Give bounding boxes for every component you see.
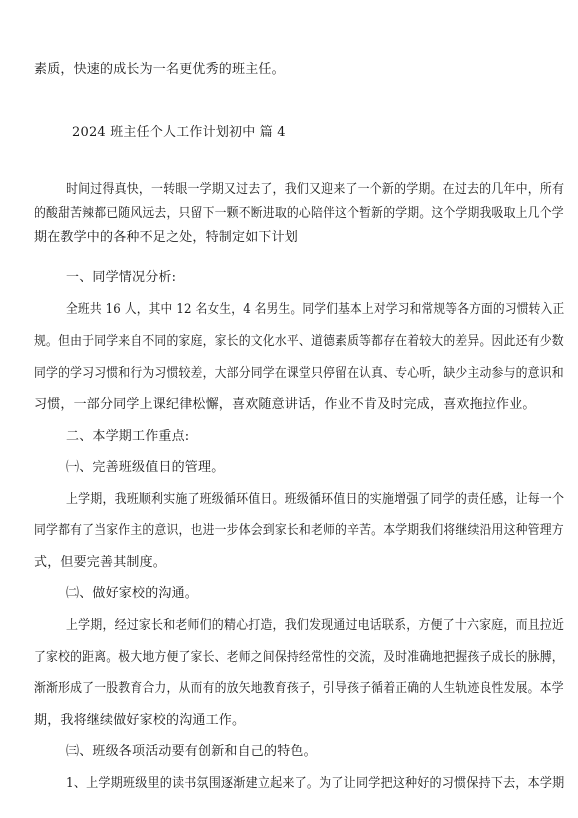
subheading-duty: ㈠、完善班级值日的管理。	[66, 460, 225, 475]
paragraph-line: 了家校的距离。极大地方便了家长、老师之间保持经常性的交流，及时准确地把握孩子成长的脉膊，	[34, 650, 564, 665]
paragraph-line: 同学都有了当家作主的意识，也进一步体会到家长和老师的辛苦。本学期我们将继续沿用这种管理方	[34, 523, 564, 538]
paragraph-line: 式，但要完善其制度。	[34, 555, 167, 570]
paragraph-line: 上学期，经过家长和老师们的精心打造，我们发现通过电话联系，方便了十六家庭，而且拉近	[66, 618, 565, 633]
paragraph-line: 1、上学期班级里的读书氛围逐渐建立起来了。为了让同学把这种好的习惯保持下去，本学期	[66, 776, 565, 791]
heading-student-analysis: 一、同学情况分析:	[66, 270, 177, 285]
paragraph-line: 习惯，一部分同学上课纪律松懈，喜欢随意讲话，作业不肯及时完成，喜欢拖拉作业。	[34, 397, 536, 412]
section-title: 2024 班主任个人工作计划初中 篇 4	[72, 125, 286, 140]
paragraph-line: 渐渐形成了一股教育合力，从而有的放矢地教育孩子，引导孩子循着正确的人生轨迹良性发展。本学	[34, 681, 564, 696]
subheading-communication: ㈡、做好家校的沟通。	[66, 586, 199, 601]
intro-tail-text: 素质，快速的成长为一名更优秀的班主任。	[34, 62, 285, 77]
paragraph-line: 期，我将继续做好家校的沟通工作。	[34, 713, 246, 728]
subheading-activities: ㈢、班级各项活动要有创新和自己的特色。	[66, 744, 317, 759]
paragraph-line: 的酸甜苦辣都已随风远去，只留下一颗不断进取的心陪伴这个暂新的学期。这个学期我吸取上几个学	[34, 206, 564, 221]
paragraph-line: 上学期，我班顺利实施了班级循环值日。班级循环值日的实施增强了同学的责任感，让每一个	[66, 492, 565, 507]
paragraph-line: 规。但由于同学来自不同的家庭，家长的文化水平、道德素质等都存在着较大的差异。因此还有少数	[34, 334, 564, 349]
paragraph-line: 同学的学习习惯和行为习惯较差，大部分同学在课堂只停留在认真、专心听，缺少主动参与的意识和	[34, 366, 564, 381]
paragraph-line: 期在教学中的各种不足之处，特制定如下计划	[34, 230, 299, 245]
paragraph-line: 时间过得真快，一转眼一学期又过去了，我们又迎来了一个新的学期。在过去的几年中，所有	[66, 182, 565, 197]
paragraph-line: 全班共 16 人，其中 12 名女生，4 名男生。同学们基本上对学习和常规等各方面的习惯转入正	[66, 302, 565, 317]
heading-work-focus: 二、本学期工作重点:	[66, 429, 190, 444]
